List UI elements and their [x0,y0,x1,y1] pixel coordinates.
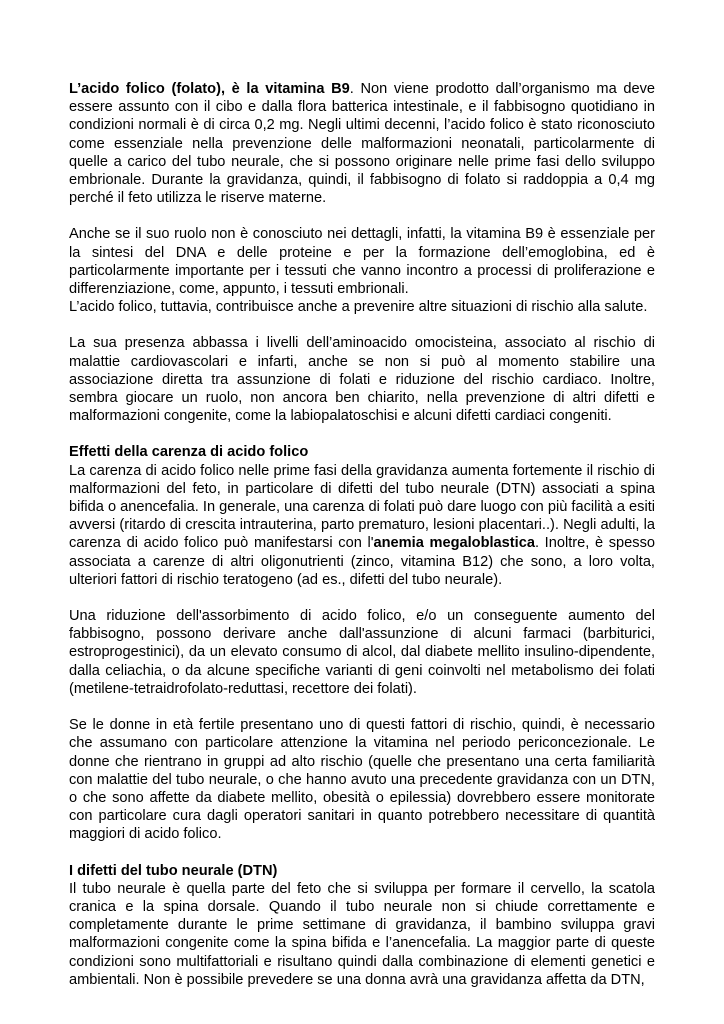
paragraph-homocysteine: La sua presenza abbassa i livelli dell’aminoacido omocisteina, associato al rischio di malattie cardiovascolari e infarti, anche se non si può al momento stabilire una associazione diretta tra assunzione di folati e riduzione del rischio cardiaco. Inoltre, sembra giocare un ruolo, non ancora ben chiarito, nella prevenzione di altri difetti e malformazioni congenite, come la labiopalatoschisi e alcuni difetti cardiaci congeniti. [69,335,655,425]
intro-paragraph [69,80,655,207]
paragraph-dna-role: Anche se il suo ruolo non è conosciuto nei dettagli, infatti, la vitamina B9 è essenziale per la sintesi del DNA e delle proteine e per la formazione dell’emoglobina, ed è particolarmente importante per i tessuti che vanno incontro a processi di proliferazione e differenziazione, come, appunto, i tessuti embrionali. [69,226,655,298]
intro-text: . Non viene prodotto dall’organismo ma deve essere assunto con il cibo e dalla flora batterica intestinale, e il fabbisogno quotidiano in condizioni normali è di circa 0,2 mg. Negli ultimi decenni, l’acido folico è stato riconosciuto come essenziale nella prevenzione delle malformazioni neonatali, particolarmente di quelle a carico del tubo neurale, che si possono originare nelle prime fasi dello sviluppo embrionale. Durante la gravidanza, quindi, il fabbisogno di folato si raddoppia a 0,4 mg perché il feto utilizza le riserve materne. [69,81,655,207]
document-page [69,80,655,989]
deficiency-bold-term: anemia megaloblastica [373,535,535,552]
section-heading-deficiency: Effetti della carenza di acido folico [69,444,309,461]
intro-bold-lead: L’acido folico (folato), è la vitamina B9 [69,81,350,97]
paragraph-absorption: Una riduzione dell'assorbimento di acido folico, e/o un conseguente aumento del fabbisogno, possono derivare anche dall'assunzione di alcuni farmaci (barbiturici, estroprogestinici), da un elevato consumo di alcol, dal diabete mellito insulino-dipendente, dalla celiachia, o da alcune specifiche varianti di geni coinvolti nel metabolismo dei folati (metilene-tetraidrofolato-reduttasi, recettore dei folati). [69,608,655,697]
paragraph-other-risks: L’acido folico, tuttavia, contribuisce anche a prevenire altre situazioni di rischio alla salute. [69,299,648,316]
deficiency-text-b: . Inoltre, è spesso associata a carenze di altri oligonutrienti (zinco, vitamina B12) che sono, a loro volta, ulteriori fattori di rischio teratogeno (ad es., difetti del tubo neurale). [69,535,655,588]
paragraph-fertile-women: Se le donne in età fertile presentano uno di questi fattori di rischio, quindi, è necessario che assumano con particolare attenzione la vitamina nel periodo periconcezionale. Le donne che rientrano in gruppi ad alto rischio (quelle che presentano una certa familiarità con malattie del tubo neurale, o che hanno avuto una precedente gravidanza con un DTN, o che sono affette da diabete mellito, obesità o epilessia) dovrebbero essere monitorate con particolare cura dagli operatori sanitari in quanto potrebbero necessitare di quantità maggiori di acido folico. [69,717,655,843]
paragraph-dtn: Il tubo neurale è quella parte del feto che si sviluppa per formare il cervello, la scatola cranica e la spina dorsale. Quando il tubo neurale non si chiude correttamente e completamente durante le prime settimane di gravidanza, il bambino sviluppa gravi malformazioni congenite come la spina bifida e l’anencefalia. La maggior parte di queste condizioni sono multifattoriali e risultano quindi dalla combinazione di elementi genetici e ambientali. Non è possibile prevedere se una donna avrà una gravidanza affetta da DTN, [69,880,655,988]
paragraph-deficiency [69,462,655,589]
section-heading-dtn: I difetti del tubo neurale (DTN) [69,862,278,879]
deficiency-text-a: La carenza di acido folico nelle prime fasi della gravidanza aumenta fortemente il rischio di malformazioni del feto, in particolare di difetti del tubo neurale (DTN) associati a spina bifida o anencefalia. In generale, una carenza di folati può dare luogo con più facilità a esiti avversi (ritardo di crescita intrauterina, parto prematuro, lesioni placentari..). Negli adulti, la carenza di acido folico può manifestarsi con l' [69,462,655,552]
